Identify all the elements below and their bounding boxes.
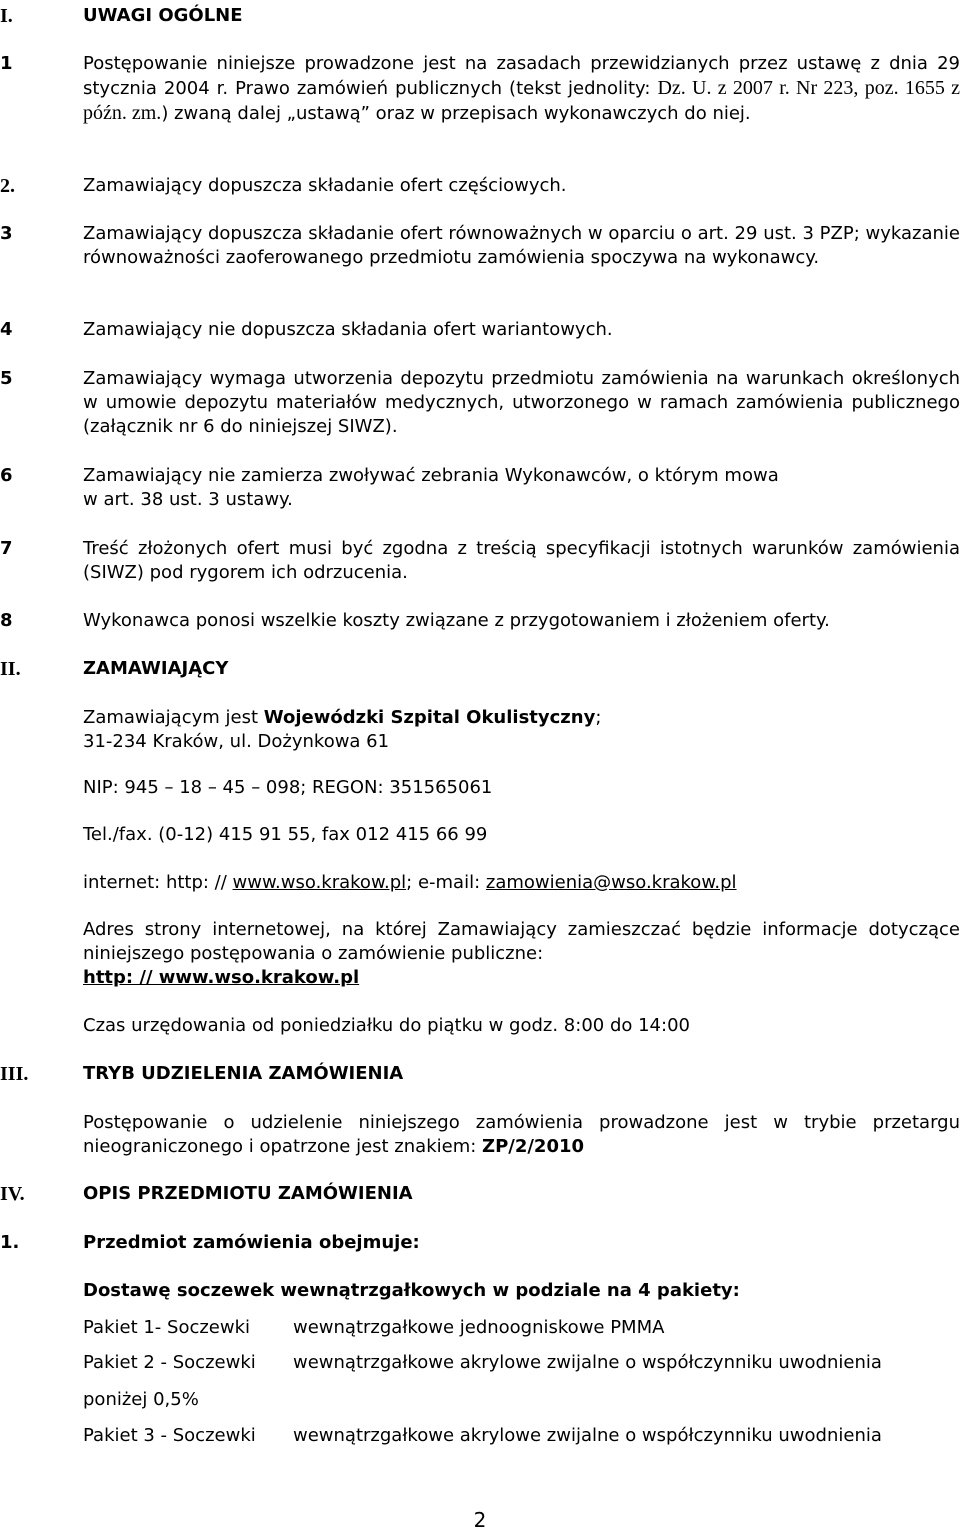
delivery-heading: Dostawę soczewek wewnątrzgałkowych w podziale na 4 pakiety: bbox=[83, 1280, 740, 1301]
item-number: 2. bbox=[0, 175, 15, 197]
item-number: 4 bbox=[0, 319, 13, 340]
procedure-code: ZP/2/2010 bbox=[482, 1136, 585, 1157]
item-text: Postępowanie niniejsze prowadzone jest na zasadach przewidzianych przez ustawę z dnia 29 stycznia 2004 r. Prawo zamówień publicznych (tekst jednolity: Dz. U. z 2007 r. Nr 223, poz. 1655 z późn. zm.) zwaną dalej „ustawą” oraz w przepisach wykonawczych do niej. bbox=[83, 53, 960, 124]
item-text: Treść złożonych ofert musi być zgodna z treścią specyfikacji istotnych warunków zamówienia (SIWZ) pod rygorem ich odrzucenia. bbox=[83, 538, 960, 583]
email-link[interactable]: zamowienia@wso.krakow.pl bbox=[485, 872, 737, 893]
item-text: Zamawiający nie zamierza zwoływać zebrania Wykonawców, o którym mowa w art. 38 ust. 3 ustawy. bbox=[83, 465, 779, 510]
office-hours: Czas urzędowania od poniedziałku do piątku w godz. 8:00 do 14:00 bbox=[83, 1015, 690, 1036]
item-number: 5 bbox=[0, 368, 13, 389]
section-number: I. bbox=[0, 5, 13, 27]
item-text: Wykonawca ponosi wszelkie koszty związane z przygotowaniem i złożeniem oferty. bbox=[83, 610, 830, 631]
item-text: Zamawiający wymaga utworzenia depozytu przedmiotu zamówienia na warunkach określonych w umowie depozytu materiałów medycznych, utworzonego w ramach zamówienia publicznego (załącznik nr 6 do niniejszej SIWZ). bbox=[83, 368, 960, 437]
website-info: Adres strony internetowej, na której Zamawiający zamieszczać będzie informacje dotyczące niniejszego postępowania o zamówienie publiczne: http: // www.wso.krakow.pl bbox=[83, 919, 960, 988]
item-number: 8 bbox=[0, 610, 13, 631]
section-title: ZAMAWIAJĄCY bbox=[83, 658, 229, 679]
item-number: 7 bbox=[0, 538, 13, 559]
package-item: Pakiet 2 - Soczewki wewnątrzgałkowe akrylowe zwijalne o współczynniku uwodnienia bbox=[83, 1352, 882, 1373]
nip-regon: NIP: 945 – 18 – 45 – 098; REGON: 351565061 bbox=[83, 777, 493, 798]
website-link[interactable]: www.wso.krakow.pl bbox=[232, 872, 407, 893]
section-number: III. bbox=[0, 1063, 29, 1085]
phone-fax: Tel./fax. (0-12) 415 91 55, fax 012 415 66 99 bbox=[83, 824, 488, 845]
item-number: 3 bbox=[0, 223, 13, 244]
item-number: 1 bbox=[0, 53, 13, 74]
internet-email: internet: http: // www.wso.krakow.pl; e-mail: zamowienia@wso.krakow.pl bbox=[83, 872, 737, 893]
section-title: UWAGI OGÓLNE bbox=[83, 5, 243, 26]
package-item: Pakiet 3 - Soczewki wewnątrzgałkowe akrylowe zwijalne o współczynniku uwodnienia bbox=[83, 1425, 882, 1446]
item-text: Zamawiający dopuszcza składanie ofert równoważnych w oparciu o art. 29 ust. 3 PZP; wykazanie równoważności zaoferowanego przedmiotu zamówienia spoczywa na wykonawcy. bbox=[83, 223, 960, 268]
item-number: 6 bbox=[0, 465, 13, 486]
item-text: Zamawiający nie dopuszcza składania ofert wariantowych. bbox=[83, 319, 613, 340]
subsection-number: 1. bbox=[0, 1232, 20, 1253]
subsection-title: Przedmiot zamówienia obejmuje: bbox=[83, 1232, 420, 1253]
section-number: IV. bbox=[0, 1183, 25, 1205]
page-number: 2 bbox=[473, 1508, 487, 1532]
section-title: TRYB UDZIELENIA ZAMÓWIENIA bbox=[83, 1063, 404, 1084]
package-item-continuation: poniżej 0,5% bbox=[83, 1389, 199, 1410]
website-url-link[interactable]: http: // www.wso.krakow.pl bbox=[83, 967, 360, 988]
address: 31-234 Kraków, ul. Dożynkowa 61 bbox=[83, 731, 390, 752]
section-title: OPIS PRZEDMIOTU ZAMÓWIENIA bbox=[83, 1183, 413, 1204]
contracting-authority-name: Zamawiającym jest Wojewódzki Szpital Okulistyczny; bbox=[83, 707, 602, 728]
section-number: II. bbox=[0, 658, 21, 680]
item-text: Zamawiający dopuszcza składanie ofert częściowych. bbox=[83, 175, 567, 196]
procedure-text: Postępowanie o udzielenie niniejszego zamówienia prowadzone jest w trybie przetargu nieograniczonego i opatrzone jest znakiem: ZP/2/2010 bbox=[83, 1112, 960, 1157]
package-item: Pakiet 1- Soczewki wewnątrzgałkowe jednoogniskowe PMMA bbox=[83, 1317, 665, 1338]
